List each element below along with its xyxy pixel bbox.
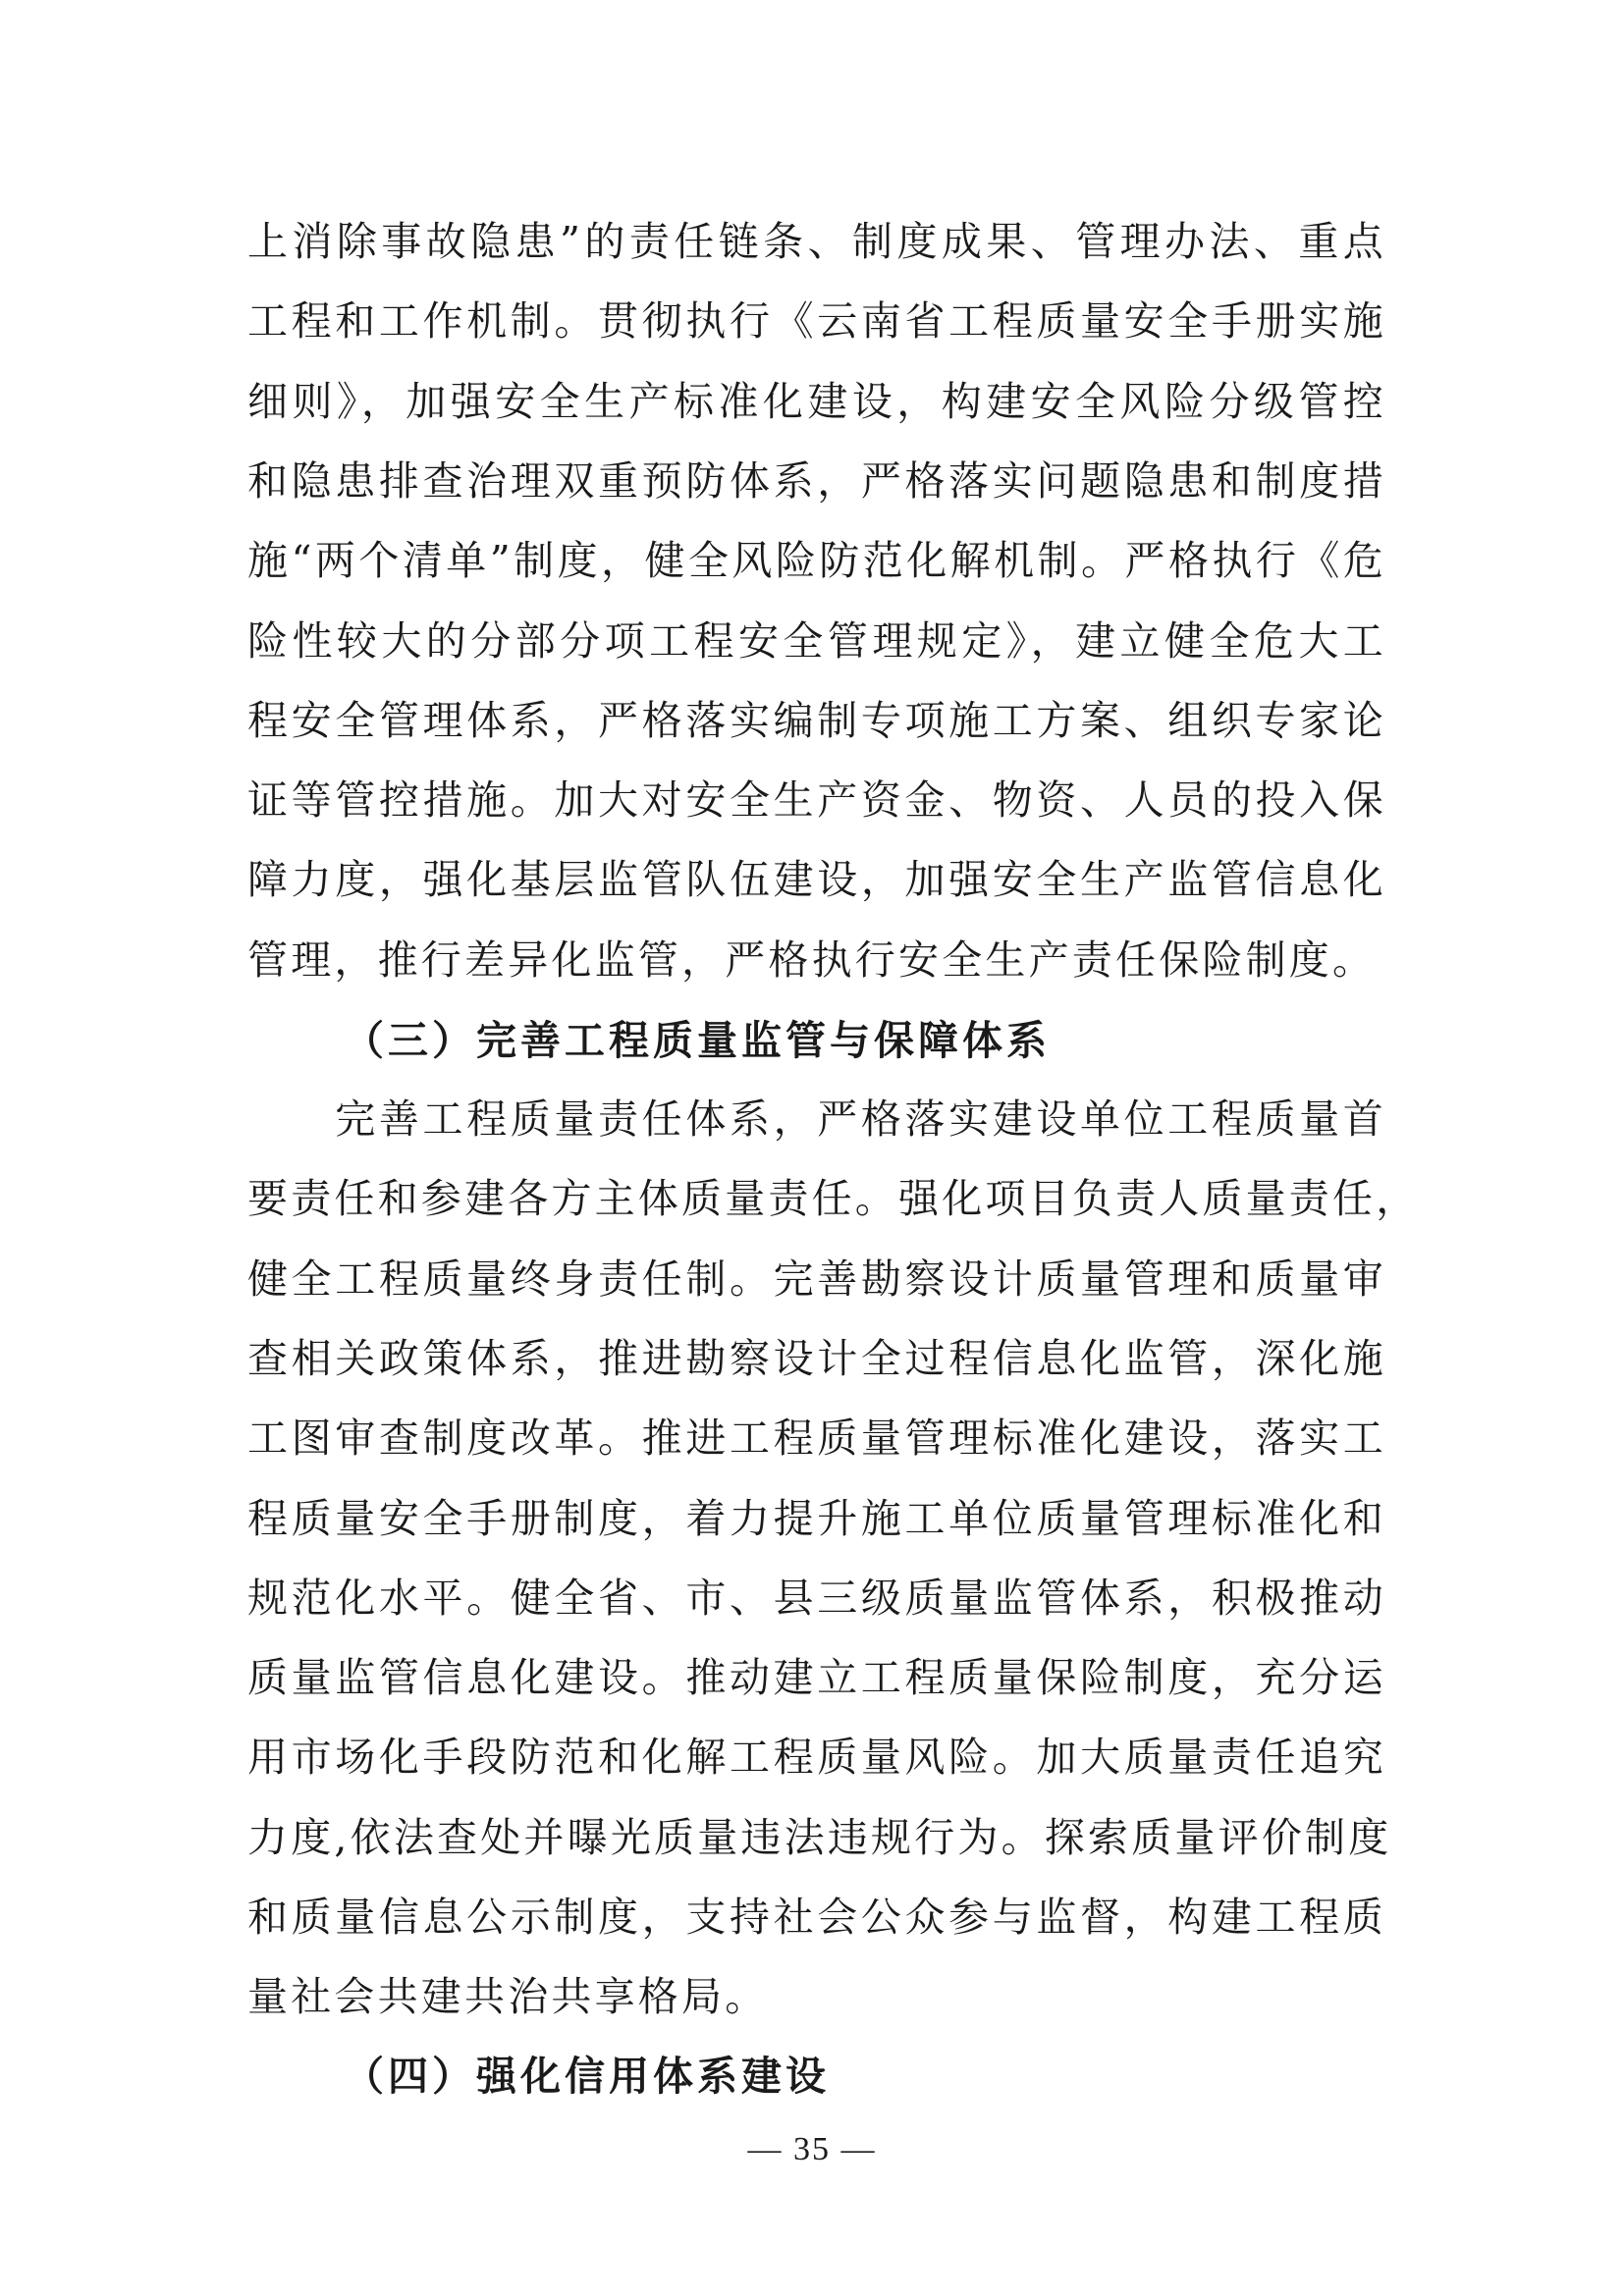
text-line: 证等管控措施。加大对安全生产资金、物资、人员的投入保 [247,776,1386,825]
heading-section-four: （四）强化信用体系建设 [344,2053,830,2100]
text-line: 完善工程质量责任体系，严格落实建设单位工程质量首 [247,1095,1386,1143]
text-line: 工图审查制度改革。推进工程质量管理标准化建设，落实工 [247,1415,1386,1463]
heading-section-three: （三）完善工程质量监管与保障体系 [344,1017,1051,1064]
text-line: 施“两个清单”制度，健全风险防范化解机制。严格执行《危 [247,537,1386,585]
text-line: 和隐患排查治理双重预防体系，严格落实问题隐患和制度措 [247,456,1386,505]
page-number: — 35 — [747,2131,877,2167]
text-line: 要责任和参建各方主体质量责任。强化项目负责人质量责任， [247,1175,1420,1223]
text-line: 力度,依法查处并曝光质量违法违规行为。探索质量评价制度 [247,1813,1392,1861]
text-line: 细则》，加强安全生产标准化建设，构建安全风险分级管控 [247,377,1386,425]
text-line: 和质量信息公示制度，支持社会公众参与监督，构建工程质 [247,1894,1386,1941]
text-line: 规范化水平。健全省、市、县三级质量监管体系，积极推动 [247,1574,1386,1622]
text-line: 量社会共建共治共享格局。 [247,1973,769,2021]
text-line: 上消除事故隐患”的责任链条、制度成果、管理办法、重点 [247,218,1386,265]
text-line: 障力度，强化基层监管队伍建设，加强安全生产监管信息化 [247,856,1386,904]
text-line: 工程和工作机制。贯彻执行《云南省工程质量安全手册实施 [247,297,1386,346]
text-line: 查相关政策体系，推进勘察设计全过程信息化监管，深化施 [247,1334,1386,1382]
text-line: 程质量安全手册制度，着力提升施工单位质量管理标准化和 [247,1494,1386,1542]
text-line: 管理，推行差异化监管，严格执行安全生产责任保险制度。 [247,935,1377,984]
text-line: 险性较大的分部分项工程安全管理规定》，建立健全危大工 [247,616,1386,665]
text-line: 程安全管理体系，严格落实编制专项施工方案、组织专家论 [247,696,1386,744]
text-line: 健全工程质量终身责任制。完善勘察设计质量管理和质量审 [247,1255,1386,1303]
text-line: 用市场化手段防范和化解工程质量风险。加大质量责任追究 [247,1734,1386,1782]
text-line: 质量监管信息化建设。推动建立工程质量保险制度，充分运 [247,1654,1386,1702]
